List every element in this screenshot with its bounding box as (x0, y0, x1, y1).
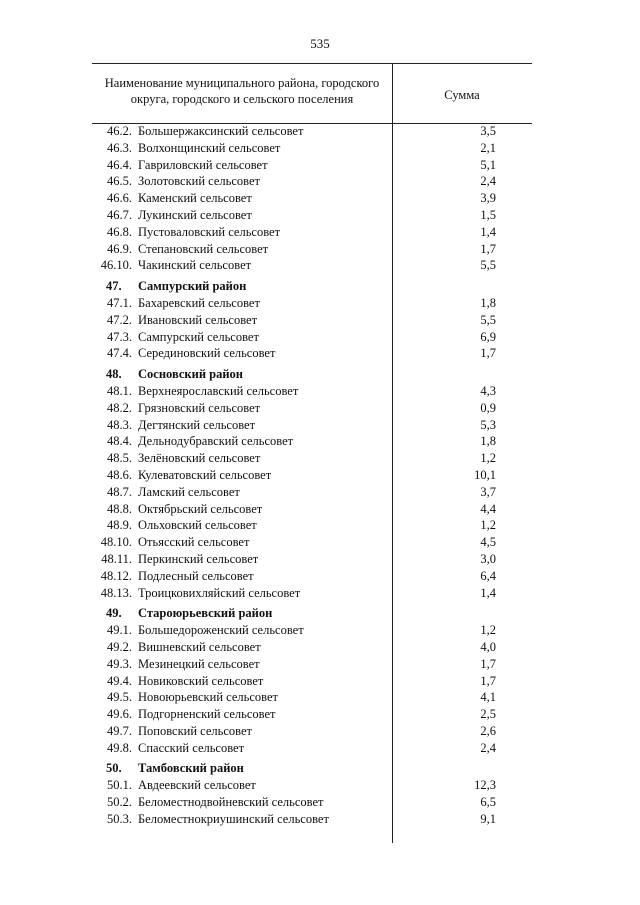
row-number: 48.5. (107, 451, 132, 466)
row-name: Троицковихляйский сельсовет (138, 585, 301, 600)
row-value: 2,4 (480, 174, 496, 189)
row-name: Перкинский сельсовет (138, 551, 259, 566)
row-number: 47.1. (107, 295, 132, 310)
row-value: 1,7 (480, 656, 496, 671)
row-name: Новоюрьевский сельсовет (138, 690, 278, 705)
row-number: 47. (106, 279, 122, 294)
row-number: 46.2. (107, 124, 132, 138)
row-number: 48.8. (107, 501, 132, 516)
row-value: 4,1 (480, 690, 496, 705)
table-row (92, 295, 532, 312)
column-header-name-line1: Наименование муниципального района, городского (104, 76, 380, 90)
row-name: Пустоваловский сельсовет (138, 224, 281, 239)
row-value: 4,3 (480, 383, 496, 398)
row-name: Спасский сельсовет (138, 740, 245, 755)
row-number: 49.1. (107, 623, 132, 638)
row-number: 48.7. (107, 484, 132, 499)
table-row (92, 157, 532, 174)
row-name: Большедороженский сельсовет (138, 623, 304, 638)
row-value: 10,1 (474, 467, 496, 482)
row-name: Ламский сельсовет (138, 484, 240, 499)
row-name: Октябрьский сельсовет (138, 501, 263, 516)
table-row (92, 467, 532, 484)
table-row (92, 123, 532, 140)
table-row (92, 224, 532, 241)
row-value: 1,2 (480, 451, 496, 466)
row-number: 46.3. (107, 140, 132, 155)
row-name: Сампурский район (138, 279, 247, 294)
row-number: 48.11. (101, 551, 132, 566)
table-row (92, 777, 532, 794)
row-name: Дегтянский сельсовет (138, 417, 256, 432)
row-number: 49.4. (107, 673, 132, 688)
table-row (92, 585, 532, 602)
row-value: 3,0 (480, 551, 496, 566)
table-row (92, 329, 532, 346)
table-row (92, 568, 532, 585)
row-name: Дельнодубравский сельсовет (138, 434, 294, 449)
table-row (92, 501, 532, 518)
row-name: Тамбовский район (138, 761, 244, 776)
row-number: 49.7. (107, 723, 132, 738)
row-value: 2,4 (480, 740, 496, 755)
row-value: 6,9 (480, 329, 496, 344)
table-row (92, 706, 532, 723)
table-row (92, 433, 532, 450)
row-name: Кулеватовский сельсовет (138, 467, 272, 482)
row-name: Беломестнокриушинский сельсовет (138, 811, 329, 826)
page-number: 535 (310, 36, 330, 51)
row-number: 48. (106, 367, 122, 382)
row-name: Чакинский сельсовет (138, 258, 252, 273)
row-value: 2,5 (480, 707, 496, 722)
table-row (92, 656, 532, 673)
row-number: 48.10. (100, 535, 132, 550)
row-number: 47.2. (107, 312, 132, 327)
row-name: Степановский сельсовет (138, 241, 269, 256)
row-name: Поповский сельсовет (138, 723, 252, 738)
row-value: 1,7 (480, 346, 496, 361)
row-name: Зелёновский сельсовет (138, 451, 261, 466)
row-number: 48.4. (107, 434, 132, 449)
row-value: 1,4 (480, 585, 496, 600)
district-row (92, 756, 532, 777)
row-number: 50.1. (107, 778, 132, 793)
row-number: 46.5. (107, 174, 132, 189)
row-value: 1,2 (480, 518, 496, 533)
row-value: 3,9 (480, 191, 496, 206)
row-name: Ивановский сельсовет (138, 312, 258, 327)
row-value: 4,4 (480, 501, 496, 516)
row-number: 48.3. (107, 417, 132, 432)
row-name: Большержаксинский сельсовет (138, 124, 304, 138)
row-number: 49.2. (107, 639, 132, 654)
table-row (92, 740, 532, 757)
row-number: 46.8. (107, 224, 132, 239)
row-name: Гавриловский сельсовет (138, 157, 268, 172)
table-row (92, 400, 532, 417)
table-row (92, 383, 532, 400)
row-value: 2,6 (480, 723, 496, 738)
row-value: 4,0 (480, 639, 496, 654)
district-row (92, 362, 532, 383)
row-number: 46.6. (107, 191, 132, 206)
row-number: 50. (106, 761, 122, 776)
row-name: Лукинский сельсовет (138, 207, 252, 222)
row-value: 1,7 (480, 673, 496, 688)
row-name: Новиковский сельсовет (138, 673, 264, 688)
column-header-name-line2: округа, городского и сельского поселения (130, 92, 354, 106)
column-header-name (92, 75, 392, 107)
row-number: 46.4. (107, 157, 132, 172)
table-row (92, 673, 532, 690)
row-name: Каменский сельсовет (138, 191, 252, 206)
row-value: 12,3 (474, 778, 496, 793)
column-header-sum: Сумма (444, 88, 480, 102)
row-value: 1,4 (480, 224, 496, 239)
row-number: 48.2. (107, 400, 132, 415)
table-row (92, 551, 532, 568)
row-value: 1,7 (480, 241, 496, 256)
row-name: Волхонщинский сельсовет (138, 140, 281, 155)
row-value: 1,8 (480, 434, 496, 449)
row-name: Мезинецкий сельсовет (138, 656, 260, 671)
row-number: 48.13. (100, 585, 132, 600)
row-name: Подгорненский сельсовет (138, 707, 276, 722)
row-number: 46.9. (107, 241, 132, 256)
row-value: 3,7 (480, 484, 496, 499)
row-value: 9,1 (480, 811, 496, 826)
row-value: 3,5 (480, 124, 496, 138)
row-name: Беломестнодвойневский сельсовет (138, 795, 324, 810)
row-number: 50.3. (107, 811, 132, 826)
table-row (92, 517, 532, 534)
table-row (92, 689, 532, 706)
row-name: Бахаревский сельсовет (138, 295, 260, 310)
row-number: 49.8. (107, 740, 132, 755)
row-value: 5,1 (480, 157, 496, 172)
row-name: Серединовский сельсовет (138, 346, 276, 361)
row-number: 50.2. (107, 795, 132, 810)
table-row (92, 257, 532, 274)
table-row (92, 345, 532, 362)
table-row (92, 794, 532, 811)
table-row (92, 190, 532, 207)
table-row (92, 639, 532, 656)
row-number: 48.1. (107, 383, 132, 398)
row-number: 46.10. (100, 258, 132, 273)
district-row (92, 601, 532, 622)
table-row (92, 450, 532, 467)
row-value: 5,5 (480, 258, 496, 273)
table-body (92, 123, 532, 828)
row-name: Грязновский сельсовет (138, 400, 261, 415)
row-value: 5,5 (480, 312, 496, 327)
row-value: 6,5 (480, 795, 496, 810)
table-row (92, 622, 532, 639)
row-number: 49.5. (107, 690, 132, 705)
table-row (92, 723, 532, 740)
row-name: Золотовский сельсовет (138, 174, 260, 189)
row-number: 48.9. (107, 518, 132, 533)
row-number: 49.6. (107, 707, 132, 722)
row-value: 6,4 (480, 568, 496, 583)
row-number: 47.3. (107, 329, 132, 344)
row-number: 48.12. (100, 568, 132, 583)
row-number: 46.7. (107, 207, 132, 222)
row-name: Отьясский сельсовет (138, 535, 250, 550)
row-value: 5,3 (480, 417, 496, 432)
table-row (92, 207, 532, 224)
row-value: 1,5 (480, 207, 496, 222)
row-value: 4,5 (480, 535, 496, 550)
row-name: Подлесный сельсовет (138, 568, 254, 583)
budget-table (92, 63, 532, 843)
table-row (92, 811, 532, 828)
row-name: Вишневский сельсовет (138, 639, 261, 654)
table-row (92, 534, 532, 551)
table-row (92, 173, 532, 190)
row-value: 1,2 (480, 623, 496, 638)
row-name: Сампурский сельсовет (138, 329, 259, 344)
row-value: 2,1 (480, 140, 496, 155)
row-name: Староюрьевский район (138, 606, 273, 621)
row-value: 1,8 (480, 295, 496, 310)
row-name: Верхнеярославский сельсовет (138, 383, 299, 398)
row-value: 0,9 (480, 400, 496, 415)
table-row (92, 241, 532, 258)
table-row (92, 484, 532, 501)
row-number: 48.6. (107, 467, 132, 482)
row-number: 49. (106, 606, 122, 621)
row-number: 49.3. (107, 656, 132, 671)
table-row (92, 417, 532, 434)
row-name: Ольховский сельсовет (138, 518, 257, 533)
table-row (92, 312, 532, 329)
row-number: 47.4. (107, 346, 132, 361)
row-name: Сосновский район (138, 367, 244, 382)
district-row (92, 274, 532, 295)
table-top-rule (92, 63, 532, 64)
table-row (92, 140, 532, 157)
row-name: Авдеевский сельсовет (138, 778, 256, 793)
